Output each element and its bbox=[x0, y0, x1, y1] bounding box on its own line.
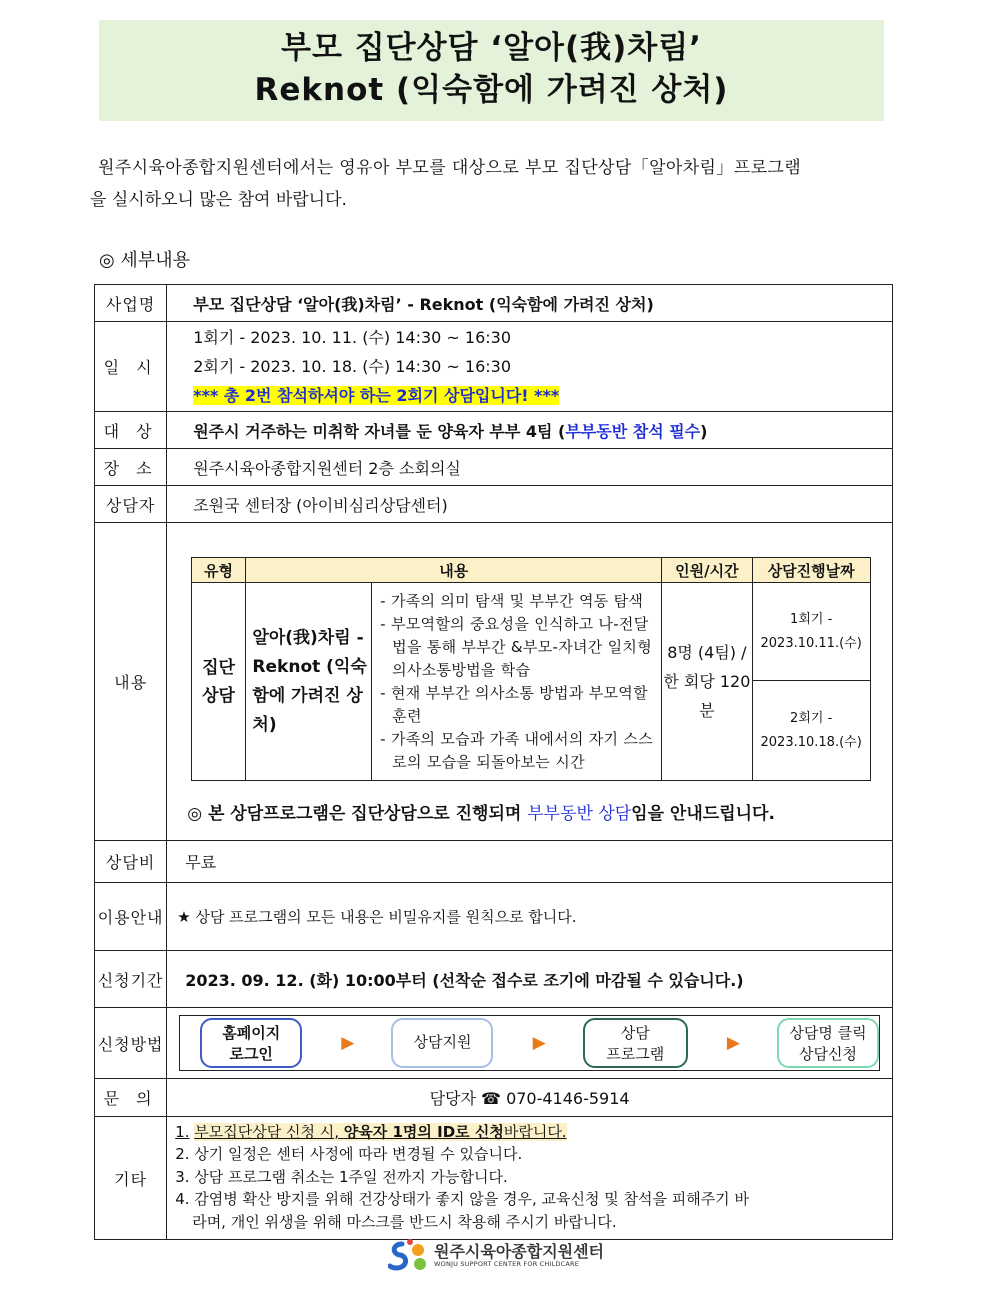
value-inquiry: 담당자 ☎ 070-4146-5914 bbox=[167, 1079, 893, 1117]
row-usage bbox=[95, 883, 893, 951]
value-fee: 무료 bbox=[167, 841, 893, 883]
label-place: 장 소 bbox=[95, 449, 167, 486]
value-usage: ★ 상담 프로그램의 모든 내용은 비밀유지를 원칙으로 합니다. bbox=[167, 883, 893, 951]
label-etc: 기타 bbox=[95, 1117, 167, 1240]
footer-org-name: 원주시육아종합지원센터 bbox=[434, 1242, 605, 1261]
etc-item-4a: 4. 감염병 확산 방지를 위해 건강상태가 좋지 않을 경우, 교육신청 및 참석을 피해주기 바 bbox=[175, 1190, 749, 1209]
program-content-list bbox=[378, 590, 657, 774]
program-table bbox=[191, 557, 871, 781]
label-target: 대 상 bbox=[95, 412, 167, 449]
list-item: - 현재 부부간 의사소통 방법과 부모역할 훈련 bbox=[380, 683, 648, 725]
arrow-icon: ▶ bbox=[726, 1033, 740, 1053]
label-program: 사업명 bbox=[95, 285, 167, 322]
header-content: 내용 bbox=[246, 558, 662, 583]
etc-item-4b: 라며, 개인 위생을 위해 마스크를 반드시 착용해 주시기 바랍니다. bbox=[192, 1212, 617, 1231]
schedule-session-2: 2회기 - 2023. 10. 18. (수) 14:30 ~ 16:30 bbox=[193, 357, 512, 376]
value-program: 부모 집단상담 ‘알아(我)차림’ - Reknot (익숙함에 가려진 상처) bbox=[167, 285, 893, 322]
row-schedule bbox=[95, 322, 893, 412]
label-period: 신청기간 bbox=[95, 951, 167, 1008]
step-homepage-login: 홈페이지 로그인 bbox=[200, 1018, 302, 1068]
row-program bbox=[95, 285, 893, 322]
content-note-highlight: 부부동반 상담 bbox=[527, 804, 632, 824]
etc-item-1: 1. 부모집단상담 신청 시, 양육자 1명의 ID로 신청바랍니다. bbox=[175, 1122, 567, 1141]
content-note: ◎ 본 상담프로그램은 집단상담으로 진행되며 부부동반 상담임을 안내드립니다. bbox=[187, 804, 775, 824]
footer-org-name-en: WONJU SUPPORT CENTER FOR CHILDCARE bbox=[434, 1260, 580, 1268]
row-method bbox=[95, 1008, 893, 1079]
step-counseling-support: 상담지원 bbox=[391, 1018, 493, 1068]
details-table bbox=[94, 284, 893, 1240]
label-inquiry: 문 의 bbox=[95, 1079, 167, 1117]
value-counselor: 조원국 센터장 (아이비심리상담센터) bbox=[167, 486, 893, 523]
title-line-2: Reknot (익숙함에 가려진 상처) bbox=[254, 72, 729, 108]
row-content bbox=[95, 523, 893, 841]
center-logo-icon bbox=[388, 1238, 432, 1274]
label-usage: 이용안내 bbox=[95, 883, 167, 951]
type-value: 집단 상담 bbox=[191, 583, 246, 781]
value-place: 원주시육아종합지원센터 2층 소회의실 bbox=[167, 449, 893, 486]
intro-line-2: 을 실시하오니 많은 참여 바랍니다. bbox=[90, 190, 347, 210]
list-item: - 가족의 모습과 가족 내에서의 자기 스스로의 모습을 되돌아보는 시간 bbox=[380, 729, 653, 771]
program-name: 알아(我)차림 - Reknot (익숙함에 가려진 상처) bbox=[246, 583, 372, 781]
row-counselor bbox=[95, 486, 893, 523]
header-people-time: 인원/시간 bbox=[662, 558, 753, 583]
schedule-notice: *** 총 2번 참석하셔야 하는 2회기 상담입니다! *** bbox=[193, 386, 560, 405]
arrow-icon: ▶ bbox=[532, 1033, 546, 1053]
schedule-session-1: 1회기 - 2023. 10. 11. (수) 14:30 ~ 16:30 bbox=[193, 328, 512, 347]
header-type: 유형 bbox=[191, 558, 246, 583]
row-period bbox=[95, 951, 893, 1008]
section-heading: ◎ 세부내용 bbox=[99, 250, 190, 271]
target-value-end: ) bbox=[700, 421, 708, 441]
date-2: 2023.10.18.(수) bbox=[760, 734, 862, 750]
etc-item-3: 3. 상담 프로그램 취소는 1주일 전까지 가능합니다. bbox=[175, 1167, 508, 1186]
program-table-header bbox=[191, 558, 870, 583]
target-required-note: 부부동반 참석 필수 bbox=[565, 421, 701, 441]
label-schedule: 일 시 bbox=[95, 322, 167, 412]
step-counseling-program: 상담 프로그램 bbox=[583, 1018, 688, 1068]
label-method: 신청방법 bbox=[95, 1008, 167, 1079]
step-apply: 상담명 클릭 상담신청 bbox=[777, 1018, 879, 1068]
row-place bbox=[95, 449, 893, 486]
row-inquiry bbox=[95, 1079, 893, 1117]
label-content: 내용 bbox=[95, 523, 167, 841]
list-item: - 가족의 의미 탐색 및 부부간 역동 탐색 bbox=[380, 591, 644, 610]
title-banner bbox=[99, 20, 884, 121]
header-dates: 상담진행날짜 bbox=[752, 558, 870, 583]
date-1: 2023.10.11.(수) bbox=[760, 635, 862, 651]
value-period: 2023. 09. 12. (화) 10:00부터 (선착순 접수로 조기에 마감될 수 있습니다.) bbox=[167, 951, 893, 1008]
label-counselor: 상담자 bbox=[95, 486, 167, 523]
row-fee bbox=[95, 841, 893, 883]
etc-item-2: 2. 상기 일정은 센터 사정에 따라 변경될 수 있습니다. bbox=[175, 1145, 523, 1164]
date-2-label: 2회기 - bbox=[790, 710, 833, 726]
row-etc bbox=[95, 1117, 893, 1240]
intro-paragraph bbox=[90, 152, 893, 216]
people-time: 8명 (4팀) /한 회당 120분 bbox=[662, 583, 753, 781]
intro-line-1: 원주시육아종합지원센터에서는 영유아 부모를 대상으로 부모 집단상담「알아차림」프로그램 bbox=[98, 158, 802, 178]
date-1-label: 1회기 - bbox=[790, 611, 833, 627]
label-fee: 상담비 bbox=[95, 841, 167, 883]
arrow-icon: ▶ bbox=[341, 1033, 355, 1053]
application-steps bbox=[179, 1015, 880, 1071]
list-item: - 부모역할의 중요성을 인식하고 나-전달법을 통해 부부간 &부모-자녀간 일치형 의사소통방법을 학습 bbox=[380, 614, 653, 679]
row-target bbox=[95, 412, 893, 449]
target-value: 원주시 거주하는 미취학 자녀를 둔 양육자 부부 4팀 ( bbox=[193, 421, 566, 441]
footer-logo bbox=[388, 1238, 628, 1274]
title-line-1: 부모 집단상담 ‘알아(我)차림’ bbox=[281, 30, 702, 66]
